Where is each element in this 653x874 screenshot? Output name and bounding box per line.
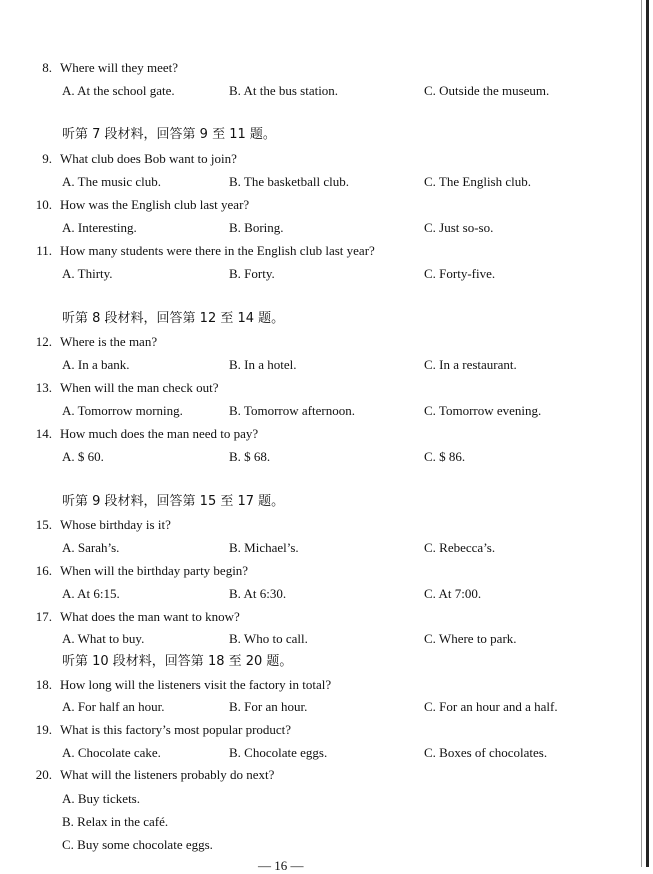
question <box>30 380 218 396</box>
question-text: What does the man want to know? <box>60 609 240 624</box>
question <box>30 334 157 350</box>
question-number: 12. <box>35 334 52 349</box>
question <box>30 426 258 442</box>
question <box>30 609 240 625</box>
question <box>30 722 291 738</box>
question <box>30 767 274 783</box>
answer-option-b: B. Forty. <box>229 266 275 281</box>
answer-option-c: C. Just so-so. <box>424 220 494 235</box>
question-number: 19. <box>35 722 52 737</box>
answer-option-c: C. Outside the museum. <box>424 83 550 98</box>
question <box>30 151 237 167</box>
answer-option-a: A. Interesting. <box>62 220 137 235</box>
answer-option-c: C. Tomorrow evening. <box>424 403 542 418</box>
question-text: How was the English club last year? <box>60 197 250 212</box>
question-text: Where will they meet? <box>60 60 179 75</box>
question-text: When will the man check out? <box>60 380 219 395</box>
answer-option-c: C. Buy some chocolate eggs. <box>62 837 213 852</box>
answer-option-a: A. Sarah’s. <box>62 540 120 555</box>
question-text: What club does Bob want to join? <box>60 151 237 166</box>
answer-option-a: A. The music club. <box>62 174 162 189</box>
answer-option-a: A. Thirty. <box>62 266 113 281</box>
question-number: 17. <box>35 609 52 624</box>
answer-option-c: C. Forty-five. <box>424 266 496 281</box>
question <box>30 60 178 76</box>
answer-option-c: C. In a restaurant. <box>424 357 517 372</box>
section-instruction: 听第 8 段材料，回答第 12 至 14 题。 <box>62 311 285 326</box>
answer-option-b: B. Relax in the café. <box>62 814 169 829</box>
question-number: 18. <box>35 677 52 692</box>
question-text: How many students were there in the English club last year? <box>60 243 375 258</box>
section-instruction: 听第 7 段材料，回答第 9 至 11 题。 <box>62 127 276 142</box>
answer-option-c: C. Rebecca’s. <box>424 540 496 555</box>
answer-option-a: A. At 6:15. <box>62 586 120 601</box>
answer-option-c: C. Where to park. <box>424 631 517 646</box>
question-number: 10. <box>35 197 52 212</box>
question-number: 11. <box>36 243 52 258</box>
section-instruction: 听第 10 段材料，回答第 18 至 20 题。 <box>62 654 293 669</box>
answer-option-a: A. At the school gate. <box>62 83 175 98</box>
answer-option-c: C. Boxes of chocolates. <box>424 745 548 760</box>
question <box>30 197 249 213</box>
answer-option-b: B. The basketball club. <box>229 174 349 189</box>
question-number: 15. <box>35 517 52 532</box>
question-text: When will the birthday party begin? <box>60 563 249 578</box>
answer-option-b: B. Boring. <box>229 220 284 235</box>
answer-option-c: C. $ 86. <box>424 449 466 464</box>
question-text: How long will the listeners visit the factory in total? <box>60 677 332 692</box>
section-instruction: 听第 9 段材料，回答第 15 至 17 题。 <box>62 494 285 509</box>
question-text: How much does the man need to pay? <box>60 426 259 441</box>
answer-option-b: B. At the bus station. <box>229 83 339 98</box>
answer-option-b: B. Tomorrow afternoon. <box>229 403 355 418</box>
question-number: 8. <box>42 60 52 75</box>
question-number: 14. <box>35 426 52 441</box>
answer-option-a: A. Buy tickets. <box>62 791 140 806</box>
question-number: 16. <box>35 563 52 578</box>
answer-option-b: B. $ 68. <box>229 449 271 464</box>
question-number: 13. <box>35 380 52 395</box>
answer-option-a: A. Chocolate cake. <box>62 745 161 760</box>
answer-option-b: B. At 6:30. <box>229 586 287 601</box>
answer-option-b: B. For an hour. <box>229 699 308 714</box>
answer-option-a: A. In a bank. <box>62 357 130 372</box>
question-text: Whose birthday is it? <box>60 517 171 532</box>
answer-option-b: B. Who to call. <box>229 631 308 646</box>
answer-option-c: C. For an hour and a half. <box>424 699 558 714</box>
question-text: What is this factory’s most popular product? <box>60 722 292 737</box>
answer-option-b: B. Chocolate eggs. <box>229 745 328 760</box>
question <box>30 677 331 693</box>
answer-option-a: A. For half an hour. <box>62 699 165 714</box>
answer-option-a: A. What to buy. <box>62 631 145 646</box>
question <box>30 563 248 579</box>
question-number: 20. <box>35 767 52 782</box>
question-number: 9. <box>42 151 52 166</box>
answer-option-c: C. At 7:00. <box>424 586 482 601</box>
question-text: Where is the man? <box>60 334 158 349</box>
answer-option-b: B. Michael’s. <box>229 540 299 555</box>
question <box>30 243 375 259</box>
question-text: What will the listeners probably do next? <box>60 767 275 782</box>
answer-option-b: B. In a hotel. <box>229 357 297 372</box>
question <box>30 517 171 533</box>
page-number: — 16 — <box>258 858 304 873</box>
answer-option-c: C. The English club. <box>424 174 532 189</box>
answer-option-a: A. $ 60. <box>62 449 104 464</box>
answer-option-a: A. Tomorrow morning. <box>62 403 183 418</box>
